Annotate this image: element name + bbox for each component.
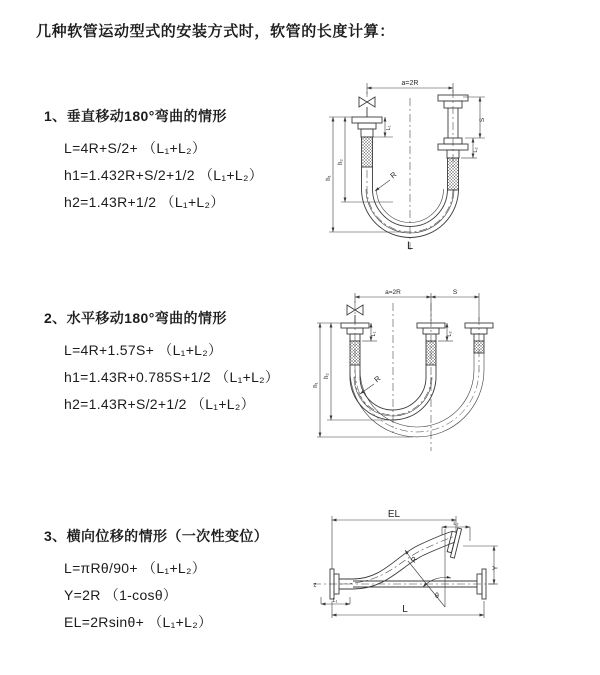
dim-label-el: EL <box>387 509 401 520</box>
diagram-2-svg <box>313 283 498 463</box>
section-2-heading: 2、水平移动180°弯曲的情形 <box>44 310 227 326</box>
section-3-heading: 3、横向位移的情形（一次性变位） <box>44 528 269 544</box>
section-1-formulas <box>64 135 263 216</box>
diagram-3-svg <box>305 503 600 650</box>
formula-line: L=4R+1.57S+ （L₁+L₂） <box>64 342 223 358</box>
hose-braid-left <box>350 341 360 365</box>
dim-label-l1: L₁ <box>371 331 377 337</box>
section-lateral-displacement <box>44 526 268 636</box>
dim-label-l2: L₂ <box>473 147 479 153</box>
hose-u-displaced <box>350 353 484 437</box>
hose-assembly-1 <box>352 90 468 250</box>
dim-label-a2r: a=2R <box>401 80 419 87</box>
diagram-vertical-180-bend <box>315 70 495 255</box>
section-2-formulas <box>64 337 279 418</box>
formula-line: L=4R+S/2+ （L₁+L₂） <box>64 140 207 156</box>
centerline-mark: z <box>313 582 317 589</box>
dim-label-l: L <box>402 604 408 615</box>
length-label: L <box>406 240 414 252</box>
diagram-3-labels <box>314 509 500 615</box>
dim-label-l2: L₂ <box>447 331 453 337</box>
section-horizontal-180 <box>44 308 279 418</box>
radius-label: R <box>388 169 399 181</box>
hose-assembly-2 <box>341 301 493 451</box>
angle-theta-label: θ <box>435 593 439 600</box>
dim-label-l1: L₁ <box>386 125 392 131</box>
hose-braid-right <box>448 158 459 190</box>
left-flange <box>352 117 382 137</box>
formula-line: Y=2R （1-cosθ） <box>64 587 178 603</box>
hose-braid-right <box>474 341 484 353</box>
page-title: 几种软管运动型式的安装方式时，软管的长度计算： <box>36 23 395 40</box>
section-vertical-180 <box>44 106 263 216</box>
formula-line: EL=2Rsinθ+ （L₁+L₂） <box>64 614 213 630</box>
formula-line: h2=1.43R+S/2+1/2 （L₁+L₂） <box>64 396 255 412</box>
dim-label-h1: h₁ <box>313 382 319 388</box>
hose-braid-middle <box>426 341 436 365</box>
formula-line: h1=1.43R+0.785S+1/2 （L₁+L₂） <box>64 369 280 385</box>
hose-s-curve <box>339 532 455 590</box>
valve-icon <box>359 97 375 117</box>
dim-label-l1: L₁ <box>332 598 338 604</box>
diagram-horizontal-180-bend <box>313 283 498 463</box>
section-3-formulas <box>64 555 268 636</box>
diagram-1-svg <box>315 70 495 255</box>
radius-label: R <box>408 554 420 565</box>
hose-assembly-3 <box>313 527 495 607</box>
formula-line: h2=1.43R+1/2 （L₁+L₂） <box>64 194 225 210</box>
dim-label-h2: h₂ <box>324 373 330 379</box>
section-1-heading: 1、垂直移动180°弯曲的情形 <box>44 108 227 124</box>
formula-line: h1=1.432R+S/2+1/2 （L₁+L₂） <box>64 167 264 183</box>
dim-label-s: S <box>479 117 486 123</box>
dimension-lines-2 <box>317 293 479 437</box>
dim-label-h2: h₂ <box>338 159 344 165</box>
dim-label-l2: L₂ <box>453 521 459 527</box>
dim-label-s: S <box>452 289 458 296</box>
formula-line: L=πRθ/90+ （L₁+L₂） <box>64 560 207 576</box>
dimension-lines-3 <box>321 516 498 618</box>
diagram-lateral-displacement <box>305 503 600 650</box>
hose-braid-left <box>362 137 373 167</box>
radius-label: R <box>372 373 383 385</box>
dim-label-y: Y <box>492 565 500 571</box>
dim-label-a2r: a=2R <box>385 289 401 296</box>
dim-label-h1: h₁ <box>326 175 332 181</box>
